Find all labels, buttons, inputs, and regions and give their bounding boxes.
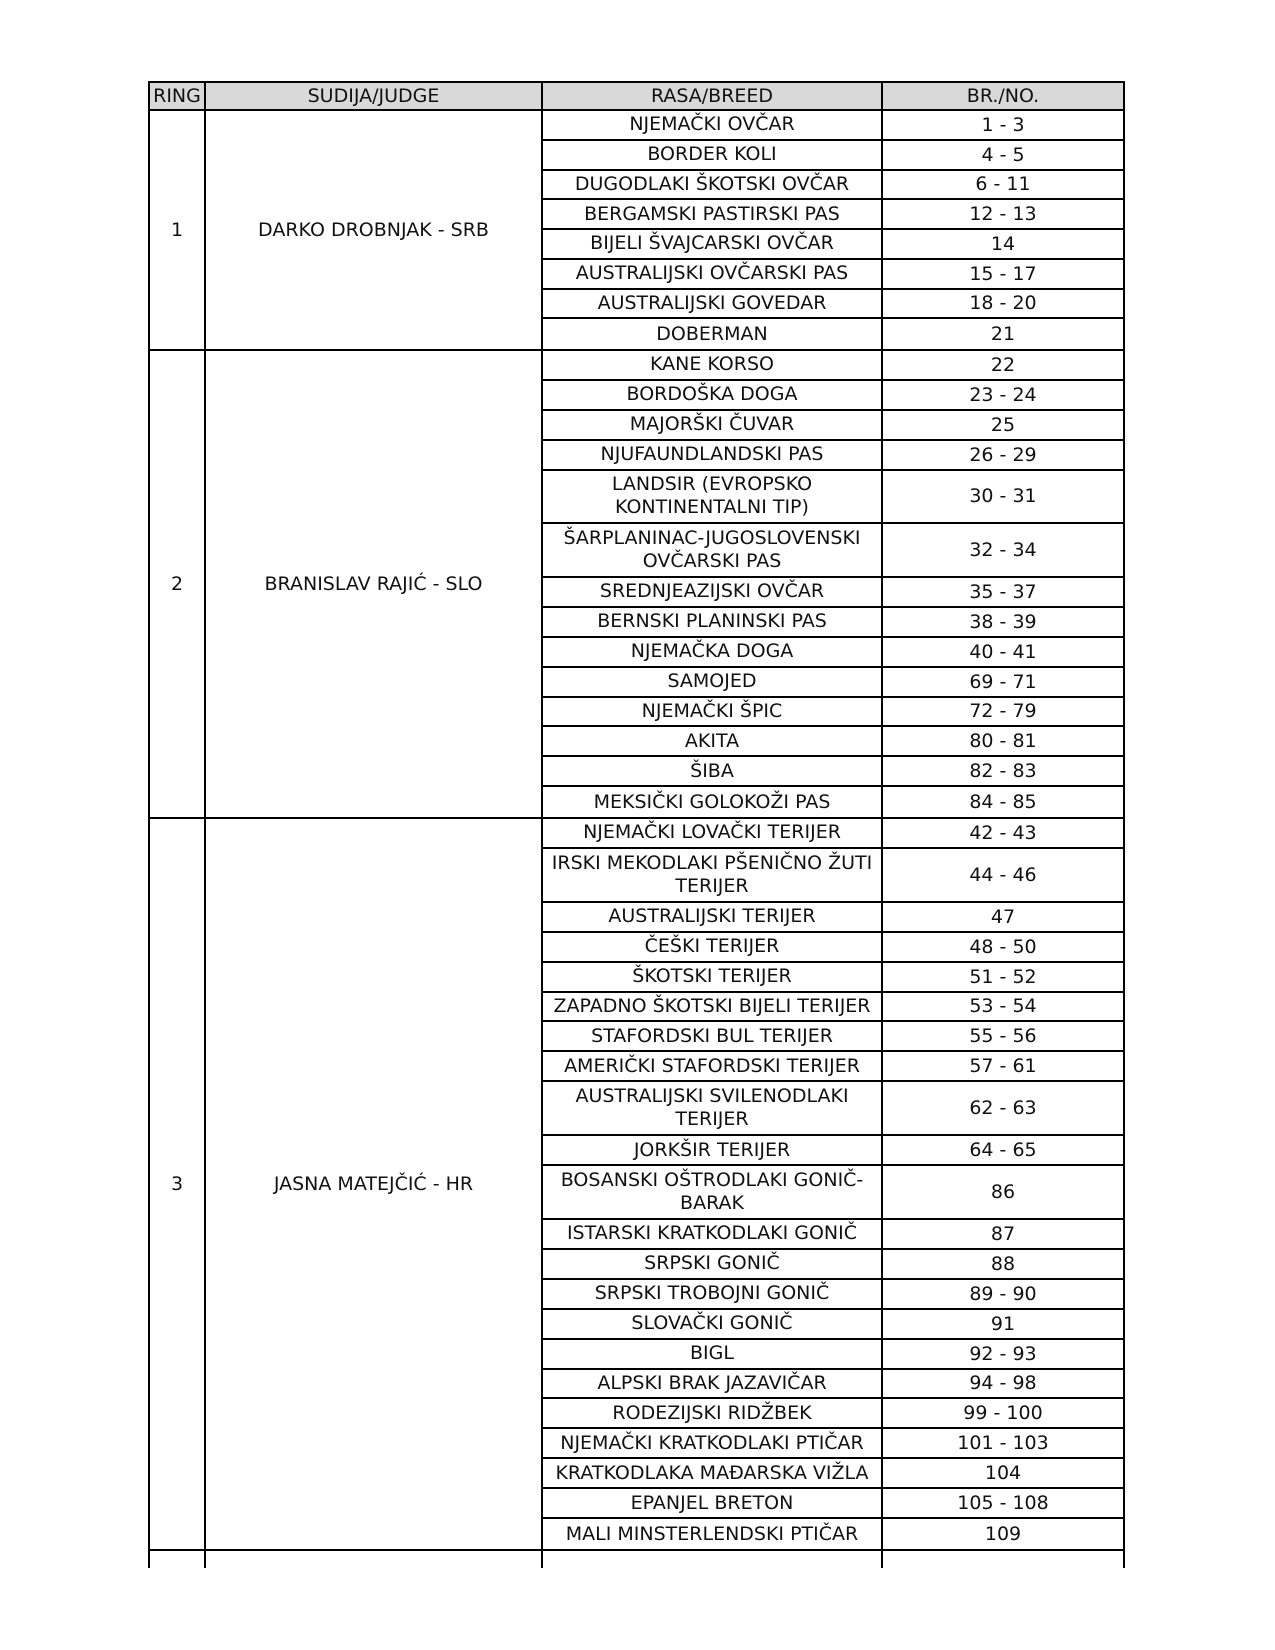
table-row	[543, 111, 1123, 141]
breed-cell: NJEMAČKI OVČAR	[543, 111, 883, 139]
table-row	[543, 787, 1123, 817]
table-row	[543, 171, 1123, 201]
table-row	[543, 727, 1123, 757]
table-row	[543, 230, 1123, 260]
table-row	[543, 1022, 1123, 1052]
breed-cell: ŠARPLANINAC-JUGOSLOVENSKI OVČARSKI PAS	[543, 524, 883, 576]
number-cell: 23 - 24	[969, 383, 1037, 406]
breed-cell: SRPSKI GONIČ	[543, 1250, 883, 1278]
breed-cell: AUSTRALIJSKI OVČARSKI PAS	[543, 260, 883, 288]
number-cell: 104	[984, 1462, 1022, 1485]
table-row	[543, 411, 1123, 441]
number-cell: 48 - 50	[969, 935, 1037, 958]
trailing-breed-cell	[543, 1551, 883, 1568]
breed-cell: NJEMAČKI LOVAČKI TERIJER	[543, 819, 883, 847]
number-cell: 55 - 56	[969, 1025, 1037, 1048]
number-cell: 30 - 31	[969, 485, 1037, 508]
table-row	[543, 319, 1123, 349]
number-cell: 38 - 39	[969, 610, 1037, 633]
table-row	[543, 1082, 1123, 1136]
number-cell: 51 - 52	[969, 965, 1037, 988]
number-cell: 22	[990, 353, 1016, 376]
number-cell: 84 - 85	[969, 791, 1037, 814]
table-row	[543, 1340, 1123, 1370]
breed-rows	[543, 351, 1123, 817]
trailing-ring-cell	[150, 1551, 206, 1568]
breed-cell: KRATKODLAKA MAĐARSKA VIŽLA	[543, 1459, 883, 1487]
number-cell: 47	[990, 905, 1016, 928]
judge-name: BRANISLAV RAJIĆ - SLO	[206, 351, 543, 817]
table-row	[543, 1280, 1123, 1310]
table-row	[543, 757, 1123, 787]
table-row	[543, 141, 1123, 171]
breed-cell: MALI MINSTERLENDSKI PTIČAR	[543, 1519, 883, 1549]
breed-cell: BIJELI ŠVAJCARSKI OVČAR	[543, 230, 883, 258]
breed-cell: ŠIBA	[543, 757, 883, 785]
breed-cell: ALPSKI BRAK JAZAVIČAR	[543, 1370, 883, 1398]
breed-cell: NJEMAČKI KRATKODLAKI PTIČAR	[543, 1429, 883, 1457]
breed-cell: AKITA	[543, 727, 883, 755]
breed-cell: MEKSIČKI GOLOKOŽI PAS	[543, 787, 883, 817]
number-cell: 105 - 108	[957, 1492, 1049, 1515]
table-row	[543, 381, 1123, 411]
breed-cell: BERNSKI PLANINSKI PAS	[543, 608, 883, 636]
number-cell: 69 - 71	[969, 670, 1037, 693]
ring-number: 2	[150, 351, 206, 817]
breed-cell: RODEZIJSKI RIDŽBEK	[543, 1399, 883, 1427]
table-row	[543, 638, 1123, 668]
table-trailing-row	[148, 1551, 1125, 1568]
ring-schedule-table	[148, 81, 1125, 1568]
number-cell: 21	[990, 323, 1016, 346]
breed-cell: ISTARSKI KRATKODLAKI GONIČ	[543, 1220, 883, 1248]
number-cell: 1 - 3	[981, 113, 1025, 136]
number-cell: 18 - 20	[969, 292, 1037, 315]
number-cell: 89 - 90	[969, 1282, 1037, 1305]
number-cell: 57 - 61	[969, 1055, 1037, 1078]
table-row	[543, 1459, 1123, 1489]
breed-cell: SAMOJED	[543, 668, 883, 696]
number-cell: 109	[984, 1523, 1022, 1546]
breed-cell: EPANJEL BRETON	[543, 1489, 883, 1517]
breed-cell: BORDER KOLI	[543, 141, 883, 169]
number-cell: 53 - 54	[969, 995, 1037, 1018]
table-row	[543, 1052, 1123, 1082]
breed-cell: LANDSIR (EVROPSKO KONTINENTALNI TIP)	[543, 471, 883, 523]
table-row	[543, 903, 1123, 933]
breed-rows	[543, 111, 1123, 349]
ring-group	[148, 819, 1125, 1551]
table-row	[543, 668, 1123, 698]
table-row	[543, 933, 1123, 963]
number-cell: 25	[990, 413, 1016, 436]
table-row	[543, 351, 1123, 381]
breed-cell: AMERIČKI STAFORDSKI TERIJER	[543, 1052, 883, 1080]
table-row	[543, 1489, 1123, 1519]
number-cell: 40 - 41	[969, 640, 1037, 663]
number-cell: 15 - 17	[969, 262, 1037, 285]
ring-number: 3	[150, 819, 206, 1549]
table-row	[543, 524, 1123, 578]
table-row	[543, 1399, 1123, 1429]
number-cell: 86	[990, 1180, 1016, 1203]
breed-cell: SRPSKI TROBOJNI GONIČ	[543, 1280, 883, 1308]
table-row	[543, 698, 1123, 728]
breed-cell: NJEMAČKI ŠPIC	[543, 698, 883, 726]
number-cell: 80 - 81	[969, 730, 1037, 753]
table-row	[543, 578, 1123, 608]
number-cell: 6 - 11	[975, 173, 1031, 196]
breed-cell: SREDNJEAZIJSKI OVČAR	[543, 578, 883, 606]
number-cell: 44 - 46	[969, 863, 1037, 886]
number-cell: 14	[990, 232, 1016, 255]
table-row	[543, 290, 1123, 320]
breed-cell: IRSKI MEKODLAKI PŠENIČNO ŽUTI TERIJER	[543, 849, 883, 901]
breed-cell: DOBERMAN	[543, 319, 883, 349]
number-cell: 101 - 103	[957, 1432, 1049, 1455]
breed-cell: STAFORDSKI BUL TERIJER	[543, 1022, 883, 1050]
breed-cell: ŠKOTSKI TERIJER	[543, 963, 883, 991]
table-row	[543, 849, 1123, 903]
header-breed: RASA/BREED	[543, 83, 883, 109]
breed-cell: BORDOŠKA DOGA	[543, 381, 883, 409]
breed-cell: BIGL	[543, 1340, 883, 1368]
number-cell: 94 - 98	[969, 1372, 1037, 1395]
number-cell: 64 - 65	[969, 1139, 1037, 1162]
header-ring: RING	[150, 83, 206, 109]
table-row	[543, 1250, 1123, 1280]
breed-cell: JORKŠIR TERIJER	[543, 1136, 883, 1164]
number-cell: 4 - 5	[981, 143, 1025, 166]
breed-cell: AUSTRALIJSKI TERIJER	[543, 903, 883, 931]
table-row	[543, 260, 1123, 290]
table-header	[148, 81, 1125, 111]
table-row	[543, 1220, 1123, 1250]
table-row	[543, 993, 1123, 1023]
number-cell: 32 - 34	[969, 539, 1037, 562]
number-cell: 82 - 83	[969, 760, 1037, 783]
breed-cell: MAJORŠKI ČUVAR	[543, 411, 883, 439]
judge-name: JASNA MATEJČIĆ - HR	[206, 819, 543, 1549]
breed-cell: KANE KORSO	[543, 351, 883, 379]
table-row	[543, 441, 1123, 471]
number-cell: 12 - 13	[969, 203, 1037, 226]
table-row	[543, 608, 1123, 638]
breed-cell: NJUFAUNDLANDSKI PAS	[543, 441, 883, 469]
table-row	[543, 1166, 1123, 1220]
breed-cell: NJEMAČKA DOGA	[543, 638, 883, 666]
breed-cell: AUSTRALIJSKI SVILENODLAKI TERIJER	[543, 1082, 883, 1134]
number-cell: 91	[990, 1312, 1016, 1335]
header-number: BR./NO.	[966, 85, 1040, 107]
number-cell: 26 - 29	[969, 443, 1037, 466]
table-row	[543, 1370, 1123, 1400]
breed-cell: DUGODLAKI ŠKOTSKI OVČAR	[543, 171, 883, 199]
breed-cell: BOSANSKI OŠTRODLAKI GONIČ-BARAK	[543, 1166, 883, 1218]
table-row	[543, 1136, 1123, 1166]
number-cell: 35 - 37	[969, 580, 1037, 603]
ring-number: 1	[150, 111, 206, 349]
number-cell: 42 - 43	[969, 821, 1037, 844]
breed-cell: BERGAMSKI PASTIRSKI PAS	[543, 200, 883, 228]
header-judge: SUDIJA/JUDGE	[206, 83, 543, 109]
breed-cell: ČEŠKI TERIJER	[543, 933, 883, 961]
breed-cell: AUSTRALIJSKI GOVEDAR	[543, 290, 883, 318]
table-row	[543, 1310, 1123, 1340]
table-row	[543, 819, 1123, 849]
table-row	[543, 200, 1123, 230]
table-row	[543, 471, 1123, 525]
trailing-judge-cell	[206, 1551, 543, 1568]
table-row	[543, 963, 1123, 993]
number-cell: 72 - 79	[969, 700, 1037, 723]
number-cell: 92 - 93	[969, 1342, 1037, 1365]
table-row	[543, 1429, 1123, 1459]
judge-name: DARKO DROBNJAK - SRB	[206, 111, 543, 349]
breed-cell: SLOVAČKI GONIČ	[543, 1310, 883, 1338]
breed-rows	[543, 819, 1123, 1549]
number-cell: 99 - 100	[963, 1402, 1043, 1425]
breed-cell: ZAPADNO ŠKOTSKI BIJELI TERIJER	[543, 993, 883, 1021]
table-row	[543, 1519, 1123, 1549]
ring-group	[148, 111, 1125, 351]
number-cell: 88	[990, 1252, 1016, 1275]
trailing-number-cell	[883, 1551, 1123, 1568]
number-cell: 62 - 63	[969, 1097, 1037, 1120]
ring-group	[148, 351, 1125, 819]
number-cell: 87	[990, 1222, 1016, 1245]
